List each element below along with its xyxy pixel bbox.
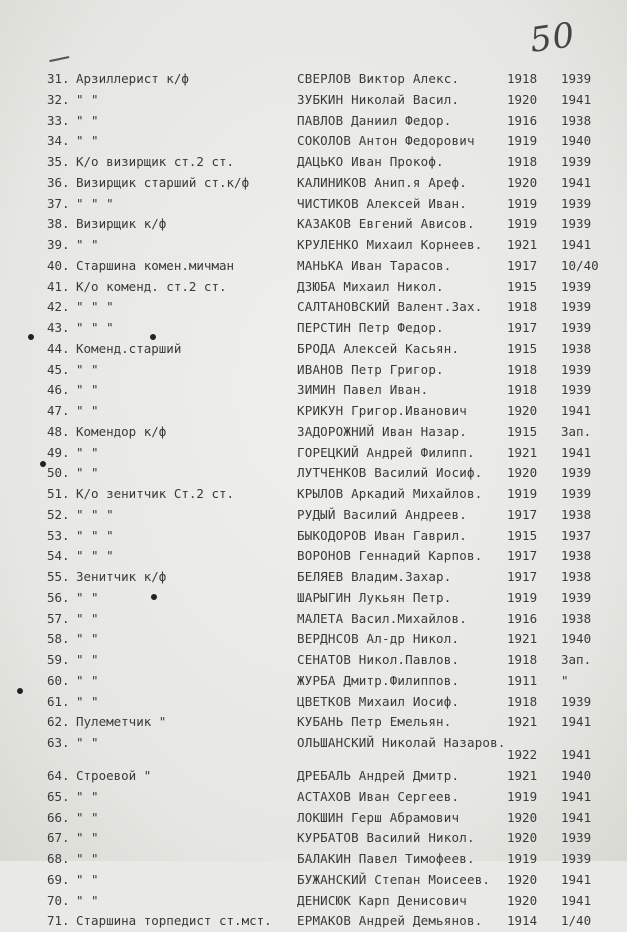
row-birth-year: 1915 [507, 423, 538, 439]
row-service-year: 1938 [561, 548, 592, 564]
personnel-list [0, 69, 627, 932]
row-rank: " " [76, 610, 99, 626]
row-rank: Строевой " [76, 768, 152, 783]
row-name: ДЕНИСЮК Карп Денисович [297, 892, 467, 908]
row-rank: " " [76, 403, 99, 418]
list-item [0, 733, 627, 766]
row-service-year: 1941 [561, 747, 592, 762]
row-birth-year: 1919 [507, 133, 538, 149]
row-number: 39. [47, 237, 70, 252]
row-name: АСТАХОВ Иван Сергеев. [297, 788, 460, 804]
row-service-year: 1939 [561, 589, 592, 605]
row-birth-year: 1921 [507, 237, 538, 252]
row-service-year: " [561, 672, 569, 688]
row-service-year: 1938 [561, 506, 592, 522]
row-birth-year: 1918 [507, 693, 538, 709]
row-number: 35. [47, 154, 70, 169]
row-number: 37. [47, 195, 70, 211]
row-number: 43. [47, 320, 70, 335]
row-name: КРЫЛОВ Аркадий Михайлов. [297, 486, 483, 501]
row-birth-year: 1918 [507, 652, 538, 667]
row-rank: " " " [76, 320, 114, 335]
row-service-year: 1941 [561, 91, 592, 107]
list-item [0, 235, 627, 256]
row-rank: " " [76, 830, 99, 846]
punch-hole [28, 334, 34, 340]
row-service-year: 1940 [561, 133, 592, 149]
list-item [0, 849, 627, 870]
list-item [0, 152, 627, 173]
row-name: ДЗЮБА Михаил Никол. [297, 278, 444, 294]
row-service-year: 1941 [561, 444, 592, 460]
row-service-year: 10/40 [561, 257, 599, 273]
row-number: 40. [47, 257, 70, 273]
list-item [0, 484, 627, 505]
row-number: 59. [47, 652, 70, 667]
list-item [0, 360, 627, 381]
row-number: 32. [47, 91, 70, 107]
row-service-year: 1939 [561, 465, 592, 481]
row-service-year: 1939 [561, 216, 592, 232]
row-birth-year: 1918 [507, 361, 538, 377]
row-name: ВЕРДНСОВ Ал-др Никол. [297, 631, 460, 647]
row-service-year: 1939 [561, 693, 592, 709]
row-birth-year: 1920 [507, 809, 538, 825]
list-item [0, 526, 627, 547]
row-service-year: 1940 [561, 631, 592, 647]
row-number: 45. [47, 361, 70, 377]
list-item [0, 297, 627, 318]
row-number: 67. [47, 830, 70, 846]
row-name: СЕНАТОВ Никол.Павлов. [297, 652, 460, 667]
row-service-year: 1941 [561, 871, 592, 887]
row-rank: " " [76, 871, 99, 887]
row-rank: " " [76, 892, 99, 908]
row-number: 53. [47, 527, 70, 543]
list-item [0, 671, 627, 692]
list-item [0, 443, 627, 464]
list-item [0, 650, 627, 671]
row-service-year: 1939 [561, 382, 592, 398]
row-service-year: 1941 [561, 809, 592, 825]
row-number: 66. [47, 809, 70, 825]
row-birth-year: 1919 [507, 216, 538, 232]
list-item [0, 505, 627, 526]
row-rank: " " [76, 361, 99, 377]
tick-mark [49, 56, 70, 68]
row-rank: К/о коменд. ст.2 ст. [76, 278, 227, 294]
row-name: СОКОЛОВ Антон Федорович [297, 133, 475, 149]
row-rank: " " " [76, 548, 114, 564]
row-name: САЛТАНОВСКИЙ Валент.Зах. [297, 299, 483, 315]
row-number: 68. [47, 851, 70, 866]
list-item [0, 609, 627, 630]
row-service-year: 1/40 [561, 913, 592, 929]
row-rank: Визирщик к/ф [76, 216, 167, 232]
row-name: ЖУРБА Дмитр.Филиппов. [297, 672, 460, 688]
row-birth-year: 1918 [507, 71, 538, 86]
row-rank: " " " [76, 195, 114, 211]
row-number: 71. [47, 913, 70, 929]
list-item [0, 69, 627, 90]
row-birth-year: 1921 [507, 444, 538, 460]
row-birth-year: 1916 [507, 610, 538, 626]
row-number: 56. [47, 589, 70, 605]
row-service-year: 1941 [561, 892, 592, 908]
list-item [0, 401, 627, 422]
row-number: 70. [47, 892, 70, 908]
row-birth-year: 1917 [507, 569, 538, 584]
list-item [0, 712, 627, 733]
row-name: КУБАНЬ Петр Емельян. [297, 714, 452, 730]
row-name: ПЕРСТИН Петр Федор. [297, 320, 444, 335]
row-rank: " " [76, 237, 99, 252]
row-birth-year: 1914 [507, 913, 538, 929]
row-rank: " " [76, 444, 99, 460]
list-item [0, 546, 627, 567]
row-name: КРИКУН Григор.Иванович [297, 403, 467, 418]
row-rank: " " [76, 809, 99, 825]
row-name: КРУЛЕНКО Михаил Корнеев. [297, 237, 483, 252]
row-name: ЛОКШИН Герш Абрамович [297, 809, 460, 825]
row-name: ЧИСТИКОВ Алексей Иван. [297, 195, 467, 211]
row-rank: " " [76, 851, 99, 866]
row-name: ВОРОНОВ Геннадий Карпов. [297, 548, 483, 564]
row-name: ЛУТЧЕНКОВ Василий Иосиф. [297, 465, 483, 481]
row-name: ОЛЬШАНСКИЙ Николай Назаров. [297, 735, 506, 750]
row-name: ПАВЛОВ Даниил Федор. [297, 112, 452, 128]
row-name: ГОРЕЦКИЙ Андрей Филипп. [297, 444, 475, 460]
row-name: ЦВЕТКОВ Михаил Иосиф. [297, 693, 460, 709]
row-number: 38. [47, 216, 70, 232]
row-birth-year: 1921 [507, 714, 538, 730]
row-birth-year: 1920 [507, 830, 538, 846]
list-item [0, 214, 627, 235]
row-service-year: 1939 [561, 320, 592, 335]
row-name: ДРЕБАЛЬ Андрей Дмитр. [297, 768, 460, 783]
row-birth-year: 1920 [507, 174, 538, 190]
row-number: 34. [47, 133, 70, 149]
row-rank: " " " [76, 506, 114, 522]
row-service-year: 1939 [561, 278, 592, 294]
row-birth-year: 1920 [507, 465, 538, 481]
list-item [0, 567, 627, 588]
row-birth-year: 1922 [507, 747, 538, 762]
row-birth-year: 1917 [507, 320, 538, 335]
row-service-year: 1941 [561, 714, 592, 730]
list-item [0, 173, 627, 194]
row-rank: Арзиллерист к/ф [76, 71, 189, 86]
row-birth-year: 1917 [507, 548, 538, 564]
row-rank: " " [76, 652, 99, 667]
row-number: 51. [47, 486, 70, 501]
row-birth-year: 1916 [507, 112, 538, 128]
row-number: 36. [47, 174, 70, 190]
row-birth-year: 1915 [507, 527, 538, 543]
row-name: БАЛАКИН Павел Тимофеев. [297, 851, 475, 866]
row-rank: " " [76, 382, 99, 398]
row-service-year: 1937 [561, 527, 592, 543]
row-number: 58. [47, 631, 70, 647]
row-service-year: 1941 [561, 403, 592, 418]
page-number: 50 [527, 15, 578, 61]
row-service-year: 1939 [561, 71, 592, 86]
row-number: 44. [47, 340, 70, 356]
row-number: 48. [47, 423, 70, 439]
row-name: РУДЫЙ Василий Андреев. [297, 506, 467, 522]
row-birth-year: 1920 [507, 892, 538, 908]
row-name: КАЗАКОВ Евгений Ависов. [297, 216, 475, 232]
row-number: 42. [47, 299, 70, 315]
row-name: ЗУБКИН Николай Васил. [297, 91, 460, 107]
row-birth-year: 1920 [507, 91, 538, 107]
list-item [0, 828, 627, 849]
list-item [0, 808, 627, 829]
row-name: МАНЬКА Иван Тарасов. [297, 257, 452, 273]
row-service-year: 1938 [561, 569, 592, 584]
row-service-year: 1941 [561, 237, 592, 252]
row-rank: " " [76, 465, 99, 481]
row-name: ИВАНОВ Петр Григор. [297, 361, 444, 377]
row-number: 33. [47, 112, 70, 128]
row-number: 61. [47, 693, 70, 709]
row-number: 69. [47, 871, 70, 887]
row-number: 46. [47, 382, 70, 398]
list-item [0, 463, 627, 484]
row-birth-year: 1918 [507, 382, 538, 398]
row-rank: Старшина комен.мичман [76, 257, 235, 273]
list-item [0, 911, 627, 932]
list-item [0, 131, 627, 152]
row-service-year: 1939 [561, 154, 592, 169]
row-rank: " " [76, 788, 99, 804]
row-name: ЕРМАКОВ Андрей Демьянов. [297, 913, 483, 929]
row-rank: " " [76, 672, 99, 688]
row-birth-year: 1921 [507, 631, 538, 647]
row-service-year: Зап. [561, 652, 592, 667]
row-rank: " " [76, 589, 99, 605]
row-rank: " " [76, 91, 99, 107]
row-birth-year: 1918 [507, 154, 538, 169]
row-name: СВЕРЛОВ Виктор Алекс. [297, 71, 460, 86]
row-rank: К/о визирщик ст.2 ст. [76, 154, 235, 169]
row-rank: " " [76, 735, 99, 750]
list-item [0, 380, 627, 401]
row-service-year: 1938 [561, 112, 592, 128]
row-name: БЕЛЯЕВ Владим.Захар. [297, 569, 452, 584]
row-name: БУЖАНСКИЙ Степан Моисеев. [297, 871, 491, 887]
row-number: 50. [47, 465, 70, 481]
row-rank: Пулеметчик " [76, 714, 167, 730]
row-service-year: 1939 [561, 299, 592, 315]
row-service-year: 1939 [561, 361, 592, 377]
row-service-year: 1939 [561, 486, 592, 501]
list-item [0, 766, 627, 787]
row-number: 55. [47, 569, 70, 584]
list-item [0, 318, 627, 339]
row-birth-year: 1920 [507, 403, 538, 418]
list-item [0, 339, 627, 360]
row-service-year: 1938 [561, 610, 592, 626]
row-rank: К/о зенитчик Ст.2 ст. [76, 486, 235, 501]
row-birth-year: 1919 [507, 486, 538, 501]
row-service-year: 1938 [561, 340, 592, 356]
row-birth-year: 1917 [507, 506, 538, 522]
row-number: 49. [47, 444, 70, 460]
row-service-year: 1939 [561, 830, 592, 846]
row-service-year: 1941 [561, 788, 592, 804]
list-item [0, 870, 627, 891]
row-rank: " " " [76, 527, 114, 543]
row-rank: Зенитчик к/ф [76, 569, 167, 584]
row-rank: Визирщик старший ст.к/ф [76, 174, 250, 190]
row-service-year: 1940 [561, 768, 592, 783]
punch-hole [17, 688, 23, 694]
row-name: КУРБАТОВ Василий Никол. [297, 830, 475, 846]
row-name: МАЛЕТА Васил.Михайлов. [297, 610, 467, 626]
row-service-year: 1941 [561, 174, 592, 190]
list-item [0, 692, 627, 713]
list-item [0, 277, 627, 298]
row-birth-year: 1911 [507, 672, 538, 688]
list-item [0, 787, 627, 808]
row-rank: " " " [76, 299, 114, 315]
list-item [0, 629, 627, 650]
list-item [0, 588, 627, 609]
row-birth-year: 1919 [507, 788, 538, 804]
row-number: 47. [47, 403, 70, 418]
list-item [0, 194, 627, 215]
row-number: 41. [47, 278, 70, 294]
row-name: БРОДА Алексей Касьян. [297, 340, 460, 356]
row-rank: Старшина торпедист ст.мст. [76, 913, 272, 929]
row-birth-year: 1915 [507, 278, 538, 294]
punch-hole [150, 334, 156, 340]
row-number: 65. [47, 788, 70, 804]
row-birth-year: 1919 [507, 589, 538, 605]
row-name: ЗИМИН Павел Иван. [297, 382, 429, 398]
row-birth-year: 1921 [507, 768, 538, 783]
row-rank: " " [76, 631, 99, 647]
row-name: ЗАДОРОЖНИЙ Иван Назар. [297, 423, 467, 439]
row-service-year: Зап. [561, 423, 592, 439]
row-number: 57. [47, 610, 70, 626]
row-number: 63. [47, 735, 70, 750]
row-name: ШАРЫГИН Лукьян Петр. [297, 589, 452, 605]
row-number: 60. [47, 672, 70, 688]
row-number: 62. [47, 714, 70, 730]
list-item [0, 111, 627, 132]
row-birth-year: 1917 [507, 257, 538, 273]
list-item [0, 422, 627, 443]
punch-hole [151, 594, 157, 600]
row-number: 54. [47, 548, 70, 564]
row-number: 64. [47, 768, 70, 783]
row-service-year: 1939 [561, 851, 592, 866]
row-name: КАЛИНИКОВ Анип.я Ареф. [297, 174, 467, 190]
row-rank: " " [76, 693, 99, 709]
list-item [0, 891, 627, 912]
row-name: ДАЦЬКО Иван Прокоф. [297, 154, 444, 169]
row-number: 52. [47, 506, 70, 522]
row-service-year: 1939 [561, 195, 592, 211]
row-birth-year: 1919 [507, 851, 538, 866]
row-birth-year: 1919 [507, 195, 538, 211]
row-name: БЫКОДОРОВ Иван Гаврил. [297, 527, 467, 543]
punch-hole [40, 461, 46, 467]
row-birth-year: 1920 [507, 871, 538, 887]
row-rank: " " [76, 112, 99, 128]
list-item [0, 90, 627, 111]
row-birth-year: 1918 [507, 299, 538, 315]
row-number: 31. [47, 71, 70, 86]
row-rank: " " [76, 133, 99, 149]
row-rank: Комендор к/ф [76, 423, 167, 439]
list-item [0, 256, 627, 277]
row-birth-year: 1915 [507, 340, 538, 356]
row-rank: Коменд.старший [76, 340, 182, 356]
